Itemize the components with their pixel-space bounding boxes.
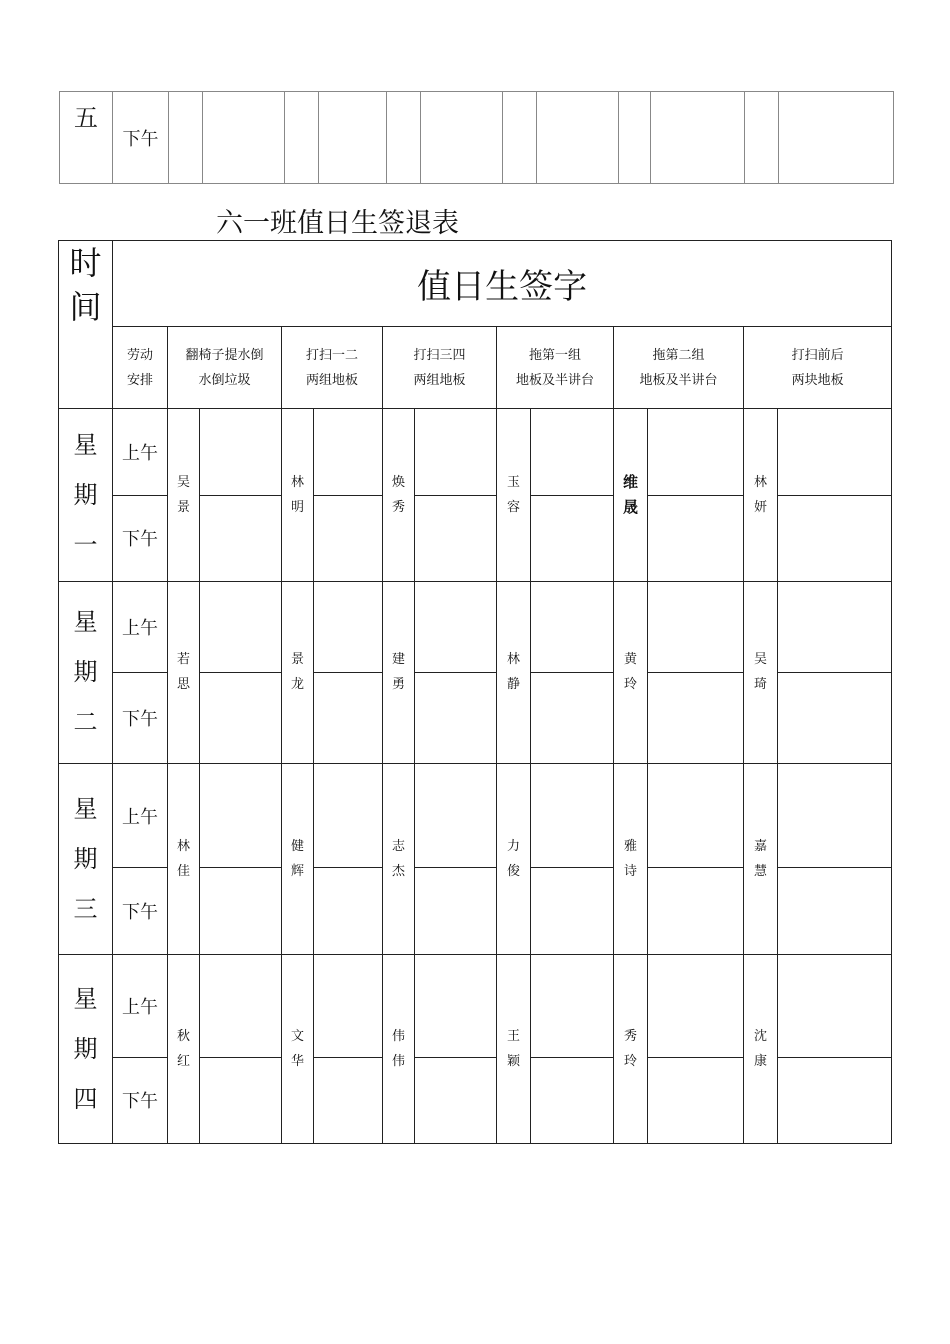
signature-field[interactable] <box>778 495 892 581</box>
blank-cell <box>319 92 387 184</box>
signature-field[interactable] <box>200 581 282 672</box>
signature-field[interactable] <box>200 495 282 581</box>
blank-cell <box>285 92 319 184</box>
signature-field[interactable] <box>415 581 497 672</box>
signature-field[interactable] <box>778 1057 892 1143</box>
page-title: 六一班值日生签退表 <box>216 208 459 239</box>
signature-field[interactable] <box>531 868 614 954</box>
student-name: 文 华 <box>282 954 314 1143</box>
signature-field[interactable] <box>200 1057 282 1143</box>
student-name: 黄 玲 <box>614 581 648 763</box>
signature-field[interactable] <box>648 672 744 763</box>
signature-field[interactable] <box>778 764 892 868</box>
student-name: 沈 康 <box>744 954 778 1143</box>
student-name: 秋 红 <box>168 954 200 1143</box>
student-name: 建 勇 <box>383 581 415 763</box>
blank-cell <box>779 92 894 184</box>
signature-field[interactable] <box>314 672 383 763</box>
day-friday: 五 <box>60 92 113 184</box>
signature-field[interactable] <box>314 495 383 581</box>
signature-field[interactable] <box>314 1057 383 1143</box>
student-name: 吴 琦 <box>744 581 778 763</box>
morning-label: 上午 <box>113 409 168 495</box>
task-header-mop-group-2: 拖第二组 地板及半讲台 <box>614 327 744 409</box>
task-header-sweep-front-back: 打扫前后 两块地板 <box>744 327 892 409</box>
student-name: 林 静 <box>497 581 531 763</box>
morning-label: 上午 <box>113 764 168 868</box>
signature-field[interactable] <box>314 764 383 868</box>
morning-label: 上午 <box>113 581 168 672</box>
afternoon-label: 下午 <box>113 495 168 581</box>
signature-field[interactable] <box>415 1057 497 1143</box>
afternoon-label: 下午 <box>113 672 168 763</box>
student-name: 健 辉 <box>282 764 314 954</box>
signature-field[interactable] <box>531 672 614 763</box>
signature-field[interactable] <box>778 581 892 672</box>
signature-field[interactable] <box>531 581 614 672</box>
signature-field[interactable] <box>531 954 614 1057</box>
blank-cell <box>203 92 285 184</box>
signature-field[interactable] <box>314 868 383 954</box>
student-name: 嘉 慧 <box>744 764 778 954</box>
signature-field[interactable] <box>648 868 744 954</box>
student-name: 雅 诗 <box>614 764 648 954</box>
signature-field[interactable] <box>415 495 497 581</box>
signature-field[interactable] <box>648 409 744 495</box>
signature-field[interactable] <box>778 868 892 954</box>
signature-field[interactable] <box>778 672 892 763</box>
student-name: 王 颖 <box>497 954 531 1143</box>
signature-field[interactable] <box>200 409 282 495</box>
signature-field[interactable] <box>415 954 497 1057</box>
student-name: 吴 景 <box>168 409 200 581</box>
signature-field[interactable] <box>415 764 497 868</box>
student-name: 林 妍 <box>744 409 778 581</box>
signature-field[interactable] <box>648 581 744 672</box>
blank-cell <box>745 92 779 184</box>
student-name: 景 龙 <box>282 581 314 763</box>
signature-field[interactable] <box>415 672 497 763</box>
blank-cell <box>387 92 421 184</box>
previous-page-table <box>59 91 894 184</box>
student-name: 伟 伟 <box>383 954 415 1143</box>
student-name: 林 佳 <box>168 764 200 954</box>
student-name: 力 俊 <box>497 764 531 954</box>
signature-field[interactable] <box>648 764 744 868</box>
signature-field[interactable] <box>200 672 282 763</box>
signature-field[interactable] <box>314 581 383 672</box>
signature-field[interactable] <box>314 409 383 495</box>
student-name: 林 明 <box>282 409 314 581</box>
student-name: 秀 玲 <box>614 954 648 1143</box>
afternoon-label: 下午 <box>113 868 168 954</box>
signature-field[interactable] <box>415 409 497 495</box>
blank-cell <box>651 92 745 184</box>
afternoon-label: 下午 <box>113 92 169 184</box>
student-name: 若 思 <box>168 581 200 763</box>
signature-field[interactable] <box>531 495 614 581</box>
signature-field[interactable] <box>531 764 614 868</box>
signature-field[interactable] <box>415 868 497 954</box>
signature-field[interactable] <box>200 764 282 868</box>
time-header: 时间 <box>59 241 113 409</box>
day-thursday: 星 期 四 <box>59 954 113 1143</box>
student-name: 志 杰 <box>383 764 415 954</box>
day-wednesday: 星 期 三 <box>59 764 113 954</box>
day-tuesday: 星 期 二 <box>59 581 113 763</box>
task-header-sweep-groups-3-4: 打扫三四 两组地板 <box>383 327 497 409</box>
morning-label: 上午 <box>113 954 168 1057</box>
task-header-chairs-water-trash: 翻椅子提水倒 水倒垃圾 <box>168 327 282 409</box>
student-name: 焕 秀 <box>383 409 415 581</box>
signature-field[interactable] <box>531 409 614 495</box>
signature-field[interactable] <box>200 954 282 1057</box>
blank-cell <box>619 92 651 184</box>
task-header-mop-group-1: 拖第一组 地板及半讲台 <box>497 327 614 409</box>
task-header-sweep-groups-1-2: 打扫一二 两组地板 <box>282 327 383 409</box>
signature-header: 值日生签字 <box>113 241 892 327</box>
afternoon-label: 下午 <box>113 1057 168 1143</box>
signature-field[interactable] <box>778 409 892 495</box>
signature-field[interactable] <box>648 1057 744 1143</box>
blank-cell <box>169 92 203 184</box>
day-monday: 星 期 一 <box>59 409 113 581</box>
duty-signout-table <box>58 240 892 1144</box>
blank-cell <box>503 92 537 184</box>
student-name: 维 晟 <box>614 409 648 581</box>
signature-field[interactable] <box>778 954 892 1057</box>
signature-field[interactable] <box>531 1057 614 1143</box>
signature-field[interactable] <box>648 954 744 1057</box>
signature-field[interactable] <box>314 954 383 1057</box>
task-header-arrangement: 劳动 安排 <box>113 327 168 409</box>
blank-cell <box>421 92 503 184</box>
signature-field[interactable] <box>648 495 744 581</box>
blank-cell <box>537 92 619 184</box>
student-name: 玉 容 <box>497 409 531 581</box>
signature-field[interactable] <box>200 868 282 954</box>
